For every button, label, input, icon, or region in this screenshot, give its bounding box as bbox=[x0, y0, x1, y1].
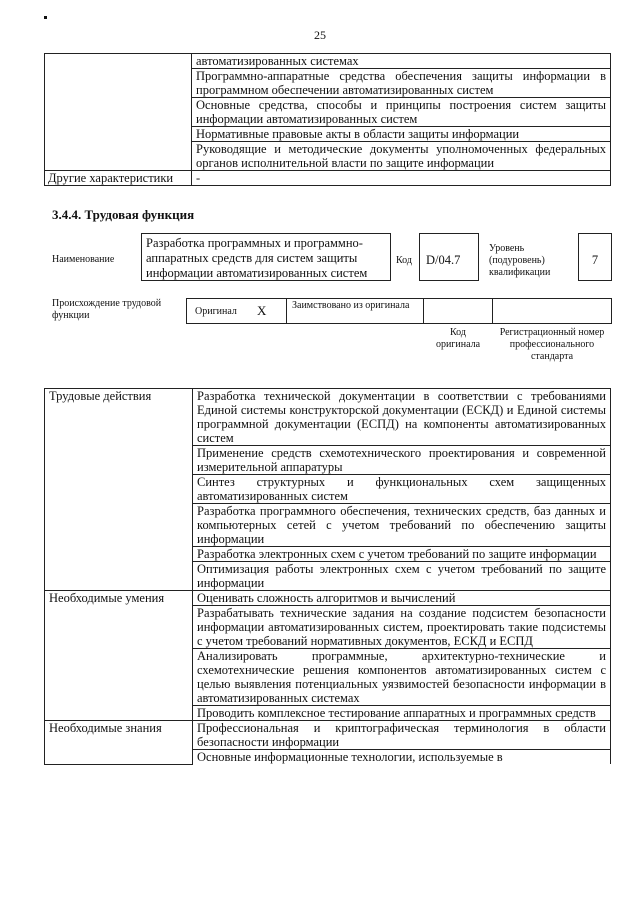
code-label: Код bbox=[396, 255, 412, 266]
reg-number-box bbox=[492, 298, 612, 324]
original-label: Оригинал bbox=[195, 306, 237, 317]
level-label: Уровень (подуровень) квалификации bbox=[489, 243, 551, 278]
original-code-box bbox=[423, 298, 493, 324]
table-cell: Разрабатывать технические задания на создание подсистем безопасности информации автоматизированных систем, проектировать такие подсистемы с учетом требований нормативных документов, ЕСКД и ЕСПД bbox=[193, 606, 611, 649]
table-cell: Разработка программного обеспечения, технических средств, баз данных и компьютерных сетей с учетом требований по обеспечению защиты информации bbox=[193, 504, 611, 547]
section-label-actions: Трудовые действия bbox=[45, 389, 193, 591]
table-cell: Руководящие и методические документы уполномоченных федеральных органов исполнительной власти по защите информации bbox=[192, 142, 611, 171]
table-cell: Оценивать сложность алгоритмов и вычислений bbox=[193, 591, 611, 606]
labor-function-table bbox=[44, 388, 611, 765]
scan-artifact-dot bbox=[44, 16, 47, 19]
level-box bbox=[578, 233, 612, 281]
origin-label: Происхождение трудовой функции bbox=[52, 298, 162, 321]
original-code-caption: Код оригинала bbox=[435, 327, 481, 350]
section-title: 3.4.4. Трудовая функция bbox=[52, 207, 195, 222]
code-box bbox=[419, 233, 479, 281]
table-cell: Разработка электронных схем с учетом требований по защите информации bbox=[193, 547, 611, 562]
table-cell: Разработка технической документации в соответствии с требованиями Единой системы конструкторской документации (ЕСКД) и Единой системы программной документации (ЕСПД) на компоненты автоматизированных систем bbox=[193, 389, 611, 446]
function-name-value: Разработка программных и программно-аппаратных средств для систем защиты информации автоматизированных систем bbox=[146, 236, 368, 280]
name-label: Наименование bbox=[52, 254, 115, 265]
level-value: 7 bbox=[591, 253, 599, 267]
table-cell: Применение средств схемотехнического проектирования и современной измерительной аппаратуры bbox=[193, 446, 611, 475]
table-cell: Анализировать программные, архитектурно-технические и схемотехнические решения компонентов автоматизированных систем с целью выявления потенциальных уязвимостей безопасности информации в автоматизированных системах bbox=[193, 649, 611, 706]
other-characteristics-label: Другие характеристики bbox=[45, 171, 192, 186]
table-cell: Программно-аппаратные средства обеспечения защиты информации в программном обеспечении автоматизированных систем bbox=[192, 69, 611, 98]
reg-number-caption: Регистрационный номер профессионального стандарта bbox=[499, 327, 605, 362]
page-number: 25 bbox=[314, 28, 326, 42]
borrowed-box bbox=[286, 298, 424, 324]
other-characteristics-value: - bbox=[192, 171, 611, 186]
knowledge-continuation-table bbox=[44, 53, 611, 186]
table-cell: Основные информационные технологии, используемые в bbox=[193, 750, 611, 765]
table-cell: Оптимизация работы электронных схем с учетом требований по защите информации bbox=[193, 562, 611, 591]
table-cell: Синтез структурных и функциональных схем защищенных автоматизированных систем bbox=[193, 475, 611, 504]
section-label-skills: Необходимые умения bbox=[45, 591, 193, 721]
original-box bbox=[186, 298, 287, 324]
table-cell: Проводить комплексное тестирование аппаратных и программных средств bbox=[193, 706, 611, 721]
table-cell: Нормативные правовые акты в области защиты информации bbox=[192, 127, 611, 142]
code-value: D/04.7 bbox=[426, 253, 461, 267]
original-mark: X bbox=[257, 303, 267, 318]
function-name-box bbox=[141, 233, 391, 281]
table-cell: Основные средства, способы и принципы построения систем защиты информации автоматизированных систем bbox=[192, 98, 611, 127]
section-label-knowledge: Необходимые знания bbox=[45, 721, 193, 765]
table-cell: Профессиональная и криптографическая терминология в области безопасности информации bbox=[193, 721, 611, 750]
borrowed-label: Заимствовано из оригинала bbox=[292, 300, 410, 311]
table-cell: автоматизированных системах bbox=[192, 54, 611, 69]
